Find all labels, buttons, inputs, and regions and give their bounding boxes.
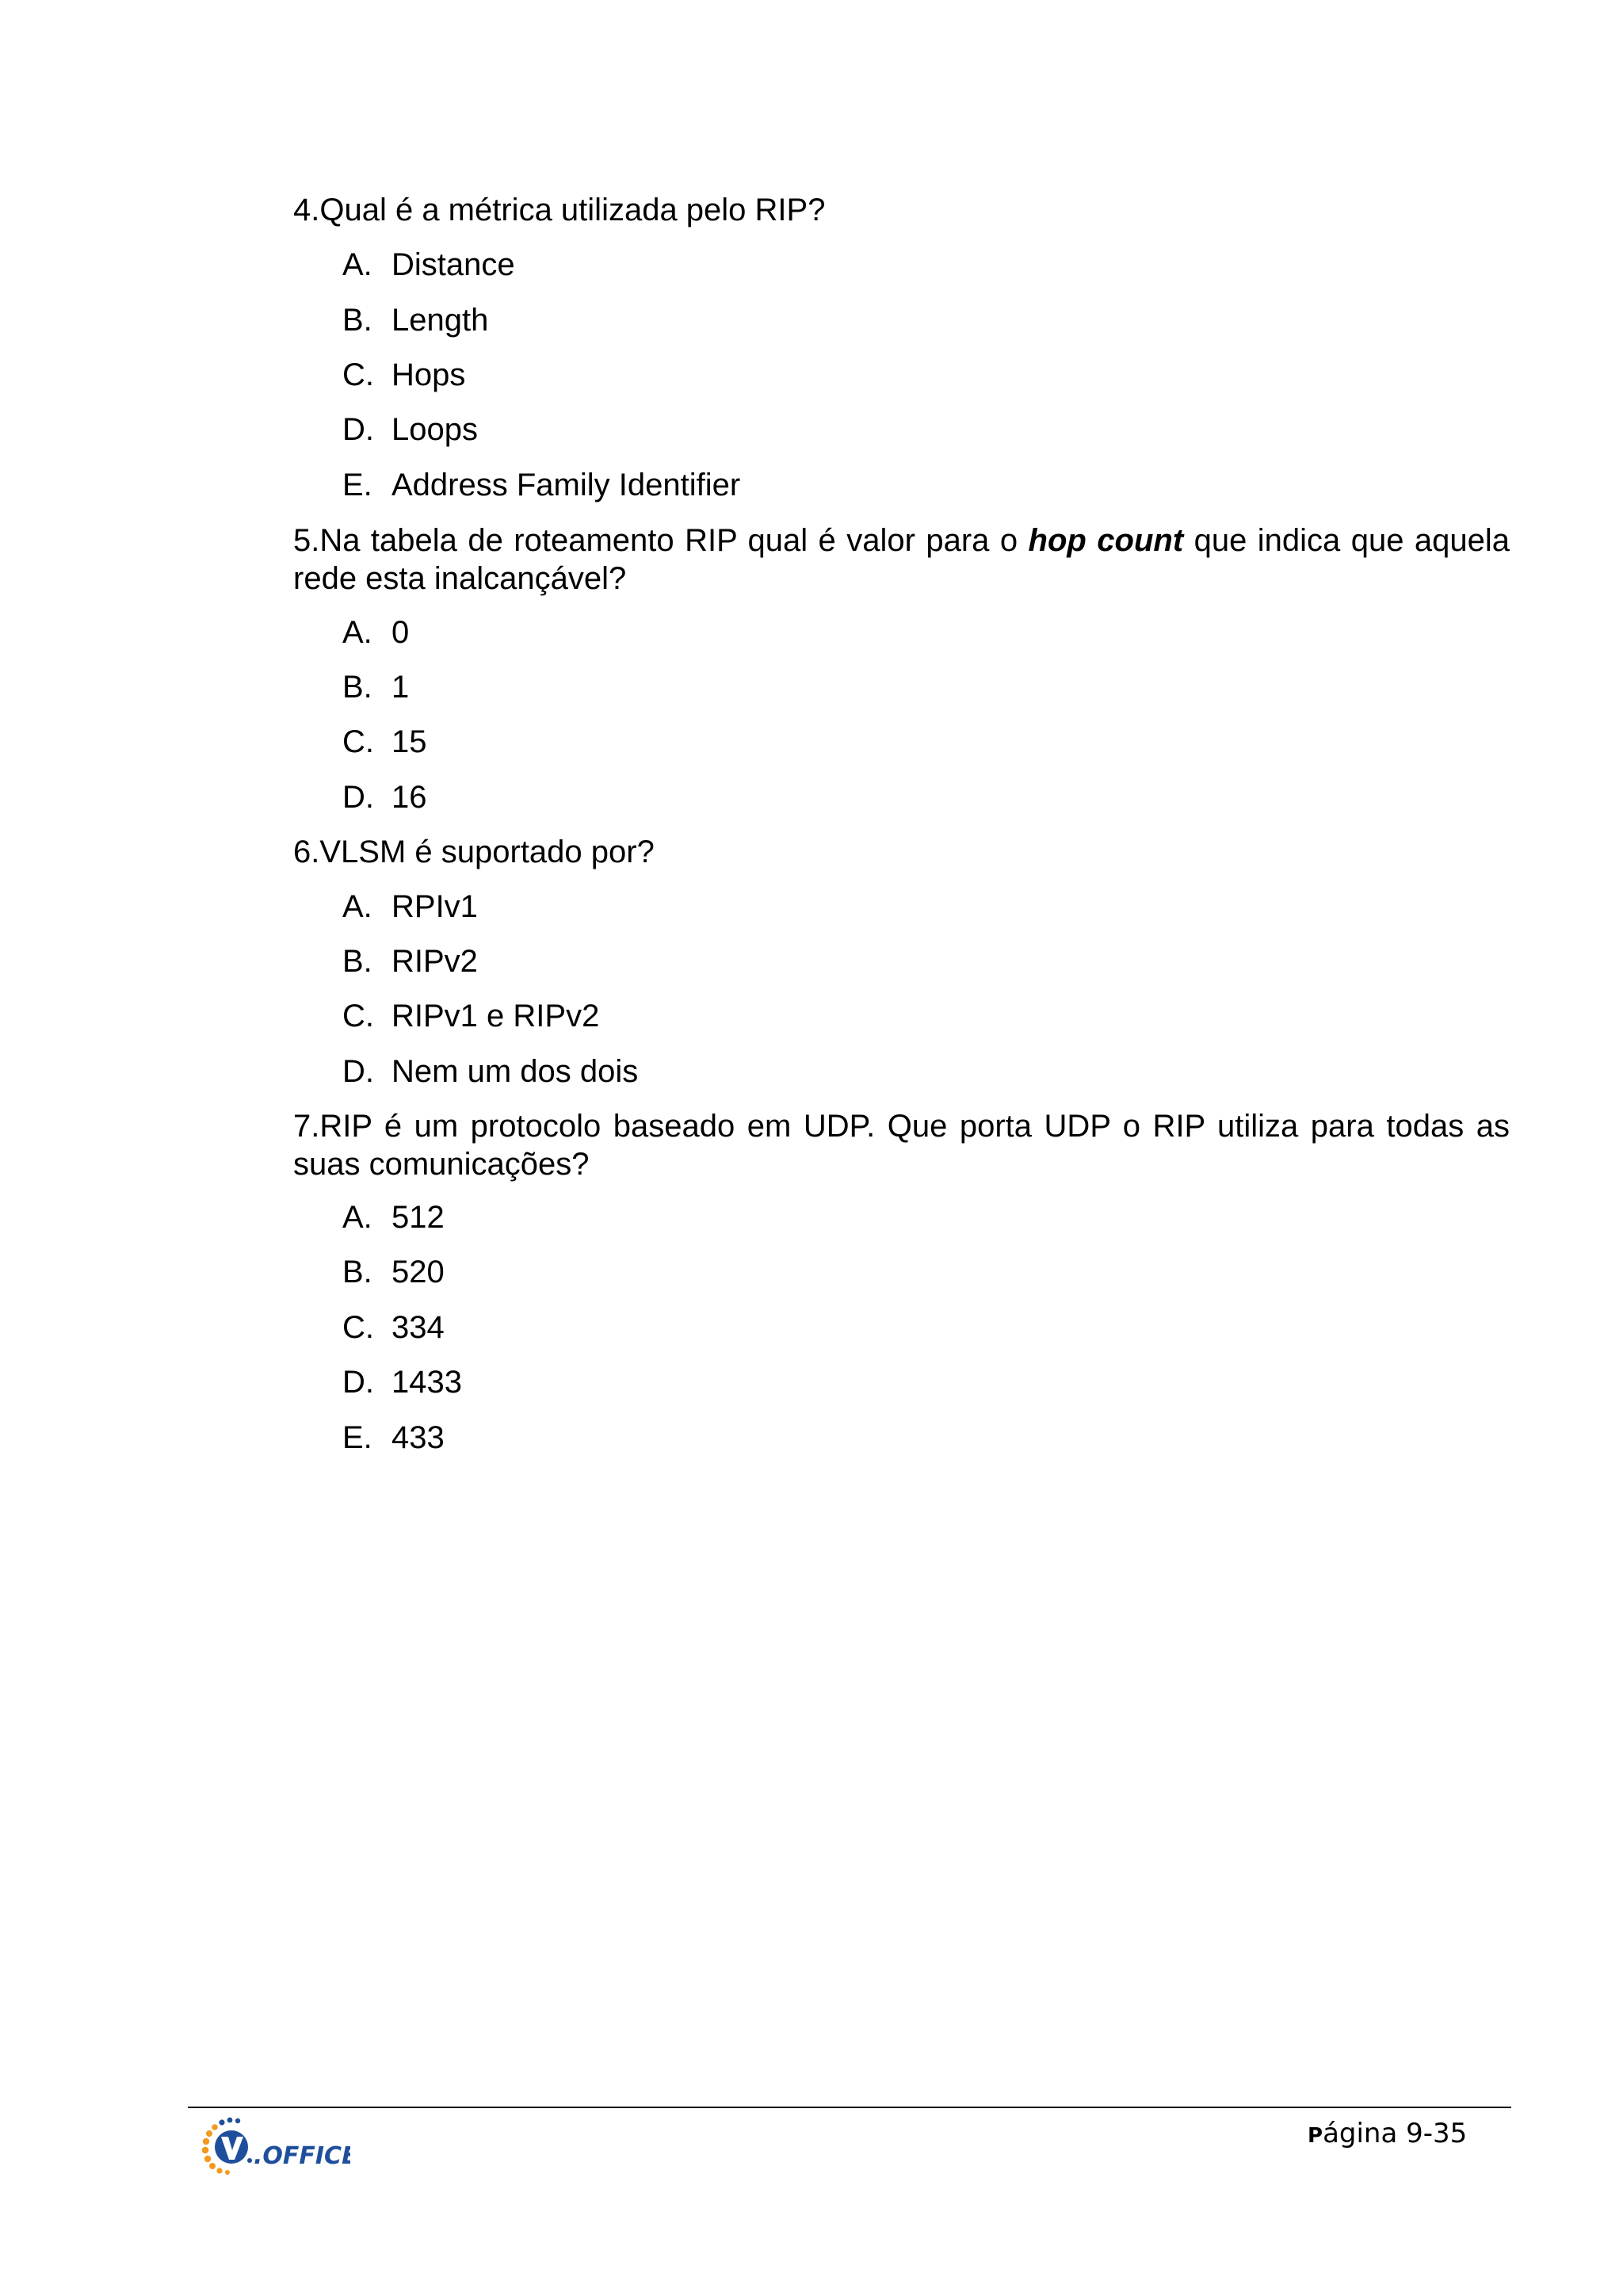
question-6-option-a	[342, 888, 478, 926]
option-letter: A.	[342, 615, 372, 650]
question-5-text-before: 5.Na tabela de roteamento RIP qual é valor para o	[293, 523, 1029, 558]
option-text: Address Family Identifier	[391, 468, 741, 502]
question-7-text: 7.RIP é um protocolo baseado em UDP. Que porta UDP o RIP utiliza para todas as suas comunicações?	[293, 1109, 1510, 1182]
option-text: 1433	[391, 1365, 462, 1400]
option-letter: C.	[342, 1310, 374, 1345]
option-letter: D.	[342, 1054, 374, 1089]
question-6-option-b	[342, 942, 478, 980]
question-6	[293, 833, 1510, 871]
option-letter: D.	[342, 1365, 374, 1400]
question-7	[293, 1107, 1510, 1183]
logo-text: .OFFICE	[254, 2142, 350, 2170]
option-letter: C.	[342, 999, 374, 1033]
option-text: RIPv1 e RIPv2	[391, 999, 600, 1033]
question-5-option-c	[342, 723, 427, 761]
option-text: Loops	[391, 412, 478, 447]
option-letter: A.	[342, 889, 372, 924]
question-7-option-c	[342, 1308, 445, 1347]
option-text: Nem um dos dois	[391, 1054, 639, 1089]
option-letter: B.	[342, 303, 372, 338]
option-text: RPIv1	[391, 889, 478, 924]
question-7-option-e	[342, 1419, 445, 1457]
question-4	[293, 191, 1510, 229]
question-5-option-b	[342, 668, 409, 706]
option-letter: B.	[342, 944, 372, 979]
page-number-label: ágina 9-35	[1323, 2118, 1468, 2149]
option-text: 512	[391, 1200, 445, 1235]
question-7-option-b	[342, 1253, 445, 1291]
question-5-option-a	[342, 613, 409, 651]
option-text: 1	[391, 670, 410, 705]
option-text: 16	[391, 780, 427, 815]
option-letter: C.	[342, 724, 374, 759]
page-number	[1308, 2118, 1468, 2152]
question-6-option-c	[342, 997, 599, 1035]
footer-divider	[188, 2107, 1511, 2108]
option-letter: B.	[342, 1255, 372, 1289]
option-text: Distance	[391, 247, 515, 282]
question-7-option-a	[342, 1198, 445, 1236]
option-text: 0	[391, 615, 410, 650]
question-6-option-d	[342, 1052, 638, 1091]
question-4-option-b	[342, 301, 488, 339]
question-4-text: 4.Qual é a métrica utilizada pelo RIP?	[293, 193, 826, 227]
voffice-logo-icon	[192, 2110, 350, 2189]
question-4-option-c	[342, 356, 465, 394]
option-letter: D.	[342, 412, 374, 447]
page-number-prefix: P	[1308, 2124, 1323, 2148]
option-letter: A.	[342, 1200, 372, 1235]
question-6-text: 6.VLSM é suportado por?	[293, 835, 655, 869]
question-5-text-after: que indica que aquela rede esta inalcançável?	[293, 523, 1510, 596]
option-text: Hops	[391, 357, 466, 392]
option-letter: B.	[342, 670, 372, 705]
option-text: 433	[391, 1420, 445, 1455]
question-7-option-d	[342, 1363, 462, 1401]
option-text: 15	[391, 724, 427, 759]
option-letter: C.	[342, 357, 374, 392]
option-letter: E.	[342, 1420, 372, 1455]
question-5-emphasis: hop count	[1028, 523, 1184, 558]
option-letter: A.	[342, 247, 372, 282]
option-letter: E.	[342, 468, 372, 502]
option-text: 334	[391, 1310, 445, 1345]
option-text: 520	[391, 1255, 445, 1289]
option-text: Length	[391, 303, 489, 338]
question-5-option-d	[342, 778, 427, 816]
option-letter: D.	[342, 780, 374, 815]
question-4-option-e	[342, 466, 740, 504]
question-5	[293, 521, 1510, 598]
question-4-option-d	[342, 411, 478, 449]
option-text: RIPv2	[391, 944, 478, 979]
voffice-logo	[192, 2110, 350, 2189]
question-4-option-a	[342, 246, 515, 284]
